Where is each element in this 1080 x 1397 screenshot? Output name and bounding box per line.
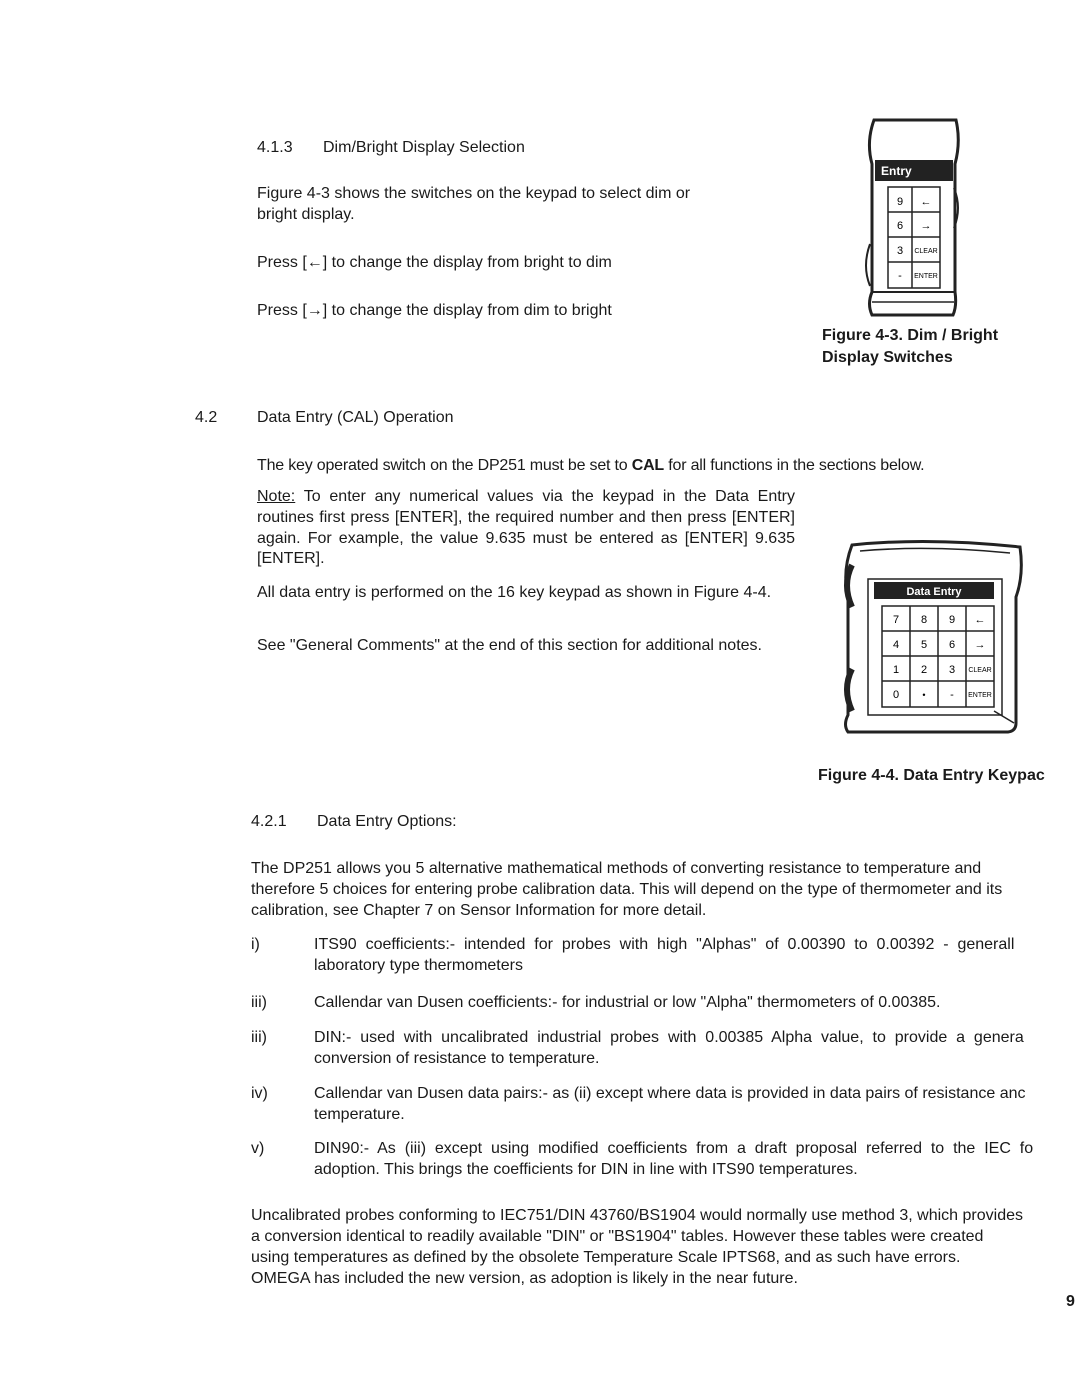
section-413-heading [257, 138, 525, 159]
note-paragraph [257, 487, 795, 570]
press-right-instruction: Press [→] to change the display from dim to bright [257, 302, 612, 319]
key-0: 0 [892, 689, 900, 701]
list-item-number: iii) [251, 994, 267, 1011]
list-item-number: v) [251, 1140, 265, 1157]
key-clear: CLEAR [968, 667, 992, 674]
list-item-line2: temperature. [314, 1105, 405, 1123]
section-title: Dim/Bright Display Selection [323, 139, 525, 156]
closing-line: using temperatures as defined by the obsolete Temperature Scale IPTS68, and as such have errors. [251, 1248, 961, 1266]
closing-line: a conversion identical to readily available "DIN" or "BS1904" tables. However these tables were created [251, 1227, 984, 1245]
list-item-line1: Callendar van Dusen data pairs:- as (ii) except where data is provided in data pairs of resistance anc [314, 1085, 1026, 1102]
closing-line: OMEGA has included the new version, as adoption is likely in the near future. [251, 1269, 798, 1287]
list-item-number: i) [251, 936, 260, 953]
key-right-arrow: → [974, 639, 986, 651]
switch-text-bold: CAL [631, 457, 665, 474]
key-clear: CLEAR [914, 248, 938, 255]
list-item-line2: adoption. This brings the coefficients for DIN in line with ITS90 temperatures. [314, 1160, 858, 1178]
key-9: 9 [948, 614, 956, 626]
list-item-line1: DIN:- used with uncalibrated industrial probes with 0.00385 Alpha value, to provide a genera [314, 1029, 1024, 1046]
key-9: 9 [896, 196, 904, 208]
key-6: 6 [948, 639, 956, 651]
list-item-line1: ITS90 coefficients:- intended for probes with high "Alphas" of 0.00390 to 0.00392 - generall [314, 936, 1015, 953]
key-minus: - [898, 270, 902, 282]
list-item-line2: conversion of resistance to temperature. [314, 1049, 600, 1067]
list-item-line1: DIN90:- As (iii) except using modified coefficients from a draft proposal referred to the IEC fo [314, 1140, 1034, 1157]
key-right-arrow: → [920, 220, 932, 232]
page-number: 9 [1066, 1293, 1075, 1310]
switch-instruction [257, 456, 924, 477]
figure-43-caption-line2: Display Switches [822, 348, 953, 366]
switch-text-after: for all functions in the sections below. [668, 457, 925, 474]
key-2: 2 [920, 664, 928, 676]
key-1: 1 [892, 664, 900, 676]
section-421-heading [251, 812, 457, 833]
key-8: 8 [920, 614, 928, 626]
figure-44-caption: Figure 4-4. Data Entry Keypac [818, 767, 1045, 784]
key-4: 4 [892, 639, 900, 651]
figure-43-caption [822, 325, 998, 368]
figure-43-caption-line1: Figure 4-3. Dim / Bright [822, 327, 999, 344]
figure-44-keypad-illustration [838, 535, 1028, 740]
section-number: 4.2.1 [251, 813, 287, 830]
list-item-line1: Callendar van Dusen coefficients:- for industrial or low "Alpha" thermometers of 0.00385. [314, 994, 941, 1011]
list-item-number: iv) [251, 1085, 268, 1102]
key-enter: ENTER [968, 692, 992, 699]
press-left-instruction: Press [←] to change the display from bright to dim [257, 254, 612, 271]
list-item-number: iii) [251, 1029, 267, 1046]
key-decimal-point: • [922, 690, 926, 700]
key-minus: - [950, 689, 954, 701]
section-42-title: Data Entry (CAL) Operation [257, 409, 454, 426]
switch-text-before: The key operated switch on the DP251 must be set to [257, 457, 628, 474]
key-3: 3 [896, 245, 904, 257]
key-left-arrow: ← [974, 614, 986, 626]
key-left-arrow: ← [920, 196, 932, 208]
key-7: 7 [892, 614, 900, 626]
section-number: 4.1.3 [257, 139, 293, 156]
section-title: Data Entry Options: [317, 813, 457, 830]
closing-paragraph [251, 1206, 1080, 1290]
section-413-intro: Figure 4-3 shows the switches on the keypad to select dim or bright display. [257, 185, 691, 223]
key-3: 3 [948, 664, 956, 676]
key-6: 6 [896, 220, 904, 232]
closing-line: Uncalibrated probes conforming to IEC751/DIN 43760/BS1904 would normally use method 3, which provides [251, 1207, 1023, 1224]
figure-43-header: Entry [881, 164, 912, 178]
section-421-intro: The DP251 allows you 5 alternative mathematical methods of converting resistance to temperature and therefore 5 choices for entering probe calibration data. This will depend on the type of thermometer and its calibration, see Chapter 7 on Sensor Information for more detail. [251, 860, 1003, 920]
figure-43-keypad-illustration [858, 116, 968, 321]
section-42-number: 4.2 [195, 409, 218, 426]
list-item-line2: laboratory type thermometers [314, 956, 523, 974]
key-enter: ENTER [914, 273, 938, 280]
keypad-paragraph: All data entry is performed on the 16 key keypad as shown in Figure 4-4. [257, 584, 772, 601]
note-text: To enter any numerical values via the keypad in the Data Entry routines first press [ENTER], the required number and then press [ENTER] again. For example, the value 9.635 must be entered as [ENTER] 9.635 [ENTER]. [257, 488, 796, 568]
figure-44-header: Data Entry [906, 586, 962, 598]
key-5: 5 [920, 639, 928, 651]
comments-paragraph: See "General Comments" at the end of this section for additional notes. [257, 637, 762, 654]
note-label: Note: [257, 488, 296, 505]
